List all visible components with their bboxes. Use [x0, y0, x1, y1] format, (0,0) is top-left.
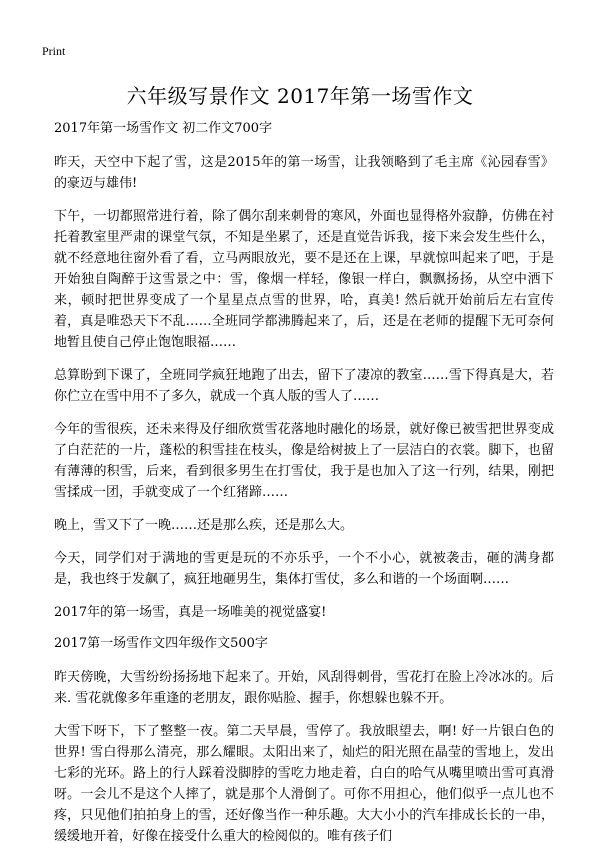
article-body [54, 120, 554, 859]
paragraph: 昨天傍晚，大雪纷纷扬扬地下起来了。开始，风刮得刺骨，雪花打在脸上冷冰冰的。后来. 雪花就像多年重逢的老朋友，跟你贴脸、握手，你想躲也躲不开。 [54, 670, 554, 706]
paragraph: 总算盼到下课了，全班同学疯狂地跑了出去，留下了凄凉的教室……雪下得真是大，若你伫立在雪中用不了多久，就成一个真人版的雪人了…… [54, 368, 554, 404]
paragraph: 大雪下呀下，下了整整一夜。第二天早晨，雪停了。我放眼望去，啊! 好一片银白色的世界! 雪白得那么清亮，那么耀眼。太阳出来了，灿烂的阳光照在晶莹的雪地上，发出七彩的光环。路上的行人踩着没脚脖的雪吃力地走着，白白的哈气从嘴里喷出雪可真滑呀。一会儿不是这个人摔了，就是那个人滑倒了。可你不用担心，他们似乎一点儿也不疼，只见他们拍拍身上的雪，还好像当作一种乐趣。大大小小的汽车排成长长的一串，缓缓地开着，好像在接受什么重大的检阅似的。唯有孩子们 [54, 724, 554, 844]
paragraph: 2017年的第一场雪，真是一场唯美的视觉盛宴! [54, 605, 327, 620]
page-title: 六年级写景作文 2017年第一场雪作文 [126, 84, 474, 108]
paragraph: 昨天，天空中下起了雪，这是2015年的第一场雪，让我领略到了毛主席《沁园春雪》的豪迈与雄伟! [54, 155, 554, 191]
paragraph: 今年的雪很疾，还未来得及仔细欣赏雪花落地时融化的场景，就好像已被雪把世界变成了白茫茫的一片，蓬松的积雪挂在枝头，像是给树披上了一层洁白的衣裳。脚下，也留有薄薄的积雪，后来，看到很多男生在打雪仗，我于是也加入了这一行列，结果，刚把雪揉成一团，手就变成了一个红猪蹄…… [54, 422, 554, 500]
section-subtitle: 2017年第一场雪作文 初二作文700字 [54, 121, 273, 136]
paragraph: 下午，一切都照常进行着，除了偶尔刮来刺骨的寒风，外面也显得格外寂静，仿佛在衬托着教室里严肃的课堂气氛，不知是坐累了，还是直觉告诉我，接下来会发生些什么，就不经意地往窗外看了看，立马两眼放光，要不是还在上课，早就惊叫起来了吧，于是开始独自陶醉于这雪景之中：雪，像烟一样轻，像银一样白，飘飘扬扬，从空中洒下来，顿时把世界变成了一个星星点点雪的世界，哈，真美! 然后就开始前后左右宣传着，真是唯恐天下不乱……全班同学都沸腾起来了，后，还是在老师的提醒下无可奈何地暂且使自己停止饱饱眼福…… [54, 209, 554, 350]
paragraph: 今天，同学们对于满地的雪更是玩的不亦乐乎，一个不小心，就被袭击，砸的满身都是，我也终于发飙了，疯狂地砸男生，集体打雪仗，多么和谐的一个场面啊…… [54, 551, 554, 587]
section-subtitle: 2017第一场雪作文四年级作文500字 [54, 636, 268, 651]
paragraph: 晚上，雪又下了一晚……还是那么疾，还是那么大。 [54, 518, 354, 533]
print-link[interactable]: Print [42, 44, 66, 58]
